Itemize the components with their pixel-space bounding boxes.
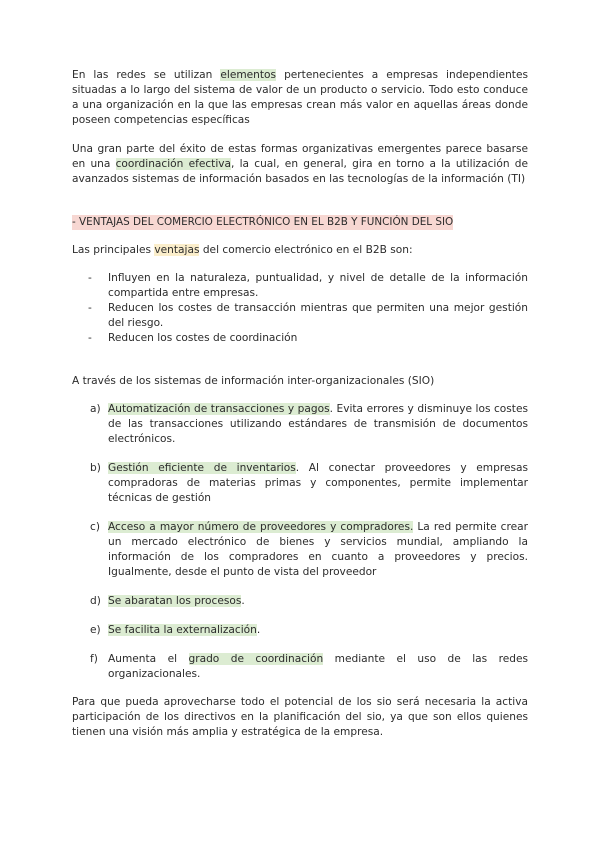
list-item xyxy=(72,331,528,346)
item-highlight: Automatización de transacciones y pagos xyxy=(108,403,330,415)
list-item xyxy=(72,271,528,301)
intro-paragraph-1 xyxy=(72,68,528,128)
item-text: . xyxy=(256,624,261,636)
item-highlight: Acceso a mayor número de proveedores y compradores. xyxy=(108,521,414,533)
ventajas-lead-post: del comercio electrónico en el B2B son: xyxy=(199,244,413,256)
item-highlight: Se abaratan los procesos xyxy=(108,595,242,607)
highlight-ventajas: ventajas xyxy=(154,244,200,256)
list-item xyxy=(72,594,528,609)
item-marker: f) xyxy=(90,653,98,665)
item-text: La red permite crear un mercado electrónico de bienes y servicios mundial, ampliando la información de los compradores en cuanto a proveedores y precios. Igualmente, desde el punto de vista del proveedor xyxy=(108,521,528,578)
highlight-elementos: elementos xyxy=(220,69,277,81)
closing-text: Para que pueda aprovecharse todo el potencial de los sio será necesaria la activa participación de los directivos en la planificación del sio, ya que son ellos quienes tienen una visión más amplia y estratégica de la empresa. xyxy=(72,696,528,738)
bullet-text: Influyen en la naturaleza, puntualidad, y nivel de detalle de la información compartida entre empresas. xyxy=(108,272,528,299)
item-text: . Evita errores y disminuye los costes de las transacciones utilizando estándares de transmisión de documentos electrónicos. xyxy=(108,403,528,445)
list-item xyxy=(72,402,528,447)
item-text: . xyxy=(241,595,245,607)
section-heading: - VENTAJAS DEL COMERCIO ELECTRÓNICO EN EL B2B Y FUNCIÓN DEL SIO xyxy=(72,216,454,228)
ventajas-lead-pre: Las principales xyxy=(72,244,155,256)
item-text: mediante el uso de las redes organizacionales. xyxy=(108,653,528,680)
bullet-text: Reducen los costes de coordinación xyxy=(108,332,298,344)
item-text: . Al conectar proveedores y empresas compradoras de materias primas y componentes, permite implementar técnicas de gestión xyxy=(108,462,528,504)
list-item xyxy=(72,520,528,580)
item-marker: c) xyxy=(90,521,100,533)
item-highlight: Se facilita la externalización xyxy=(108,624,257,636)
item-marker: d) xyxy=(90,595,101,607)
ventajas-list xyxy=(72,271,528,346)
list-item xyxy=(72,623,528,638)
intro-p1-post: pertenecientes a empresas independientes situadas a lo largo del sistema de valor de un producto o servicio. Todo esto conduce a una organización en la que las empresas crean más valor en aquellas áreas donde poseen competencias específicas xyxy=(72,69,528,126)
item-highlight: grado de coordinación xyxy=(188,653,324,665)
sio-intro xyxy=(72,374,528,389)
item-marker: e) xyxy=(90,624,101,636)
bullet-dash: - xyxy=(88,302,92,314)
intro-p1-pre: En las redes se utilizan xyxy=(72,69,221,81)
highlight-coordinacion: coordinación efectiva xyxy=(115,158,232,170)
list-item xyxy=(72,461,528,506)
bullet-dash: - xyxy=(88,272,92,284)
list-item xyxy=(72,652,528,682)
list-item xyxy=(72,301,528,331)
intro-p2-pre: Una gran parte del éxito de estas formas organizativas emergentes parece basarse en una xyxy=(72,143,528,170)
bullet-text: Reducen los costes de transacción mientras que permiten una mejor gestión del riesgo. xyxy=(108,302,528,329)
closing-paragraph xyxy=(72,695,528,740)
intro-paragraph-2 xyxy=(72,142,528,187)
item-pre: Aumenta el xyxy=(108,653,189,665)
sio-list xyxy=(72,402,528,682)
ventajas-lead xyxy=(72,243,528,258)
item-marker: b) xyxy=(90,462,101,474)
document-page xyxy=(72,68,528,740)
intro-p2-post: , la cual, en general, gira en torno a la utilización de avanzados sistemas de información basados en las tecnologías de la información (TI) xyxy=(72,158,528,185)
bullet-dash: - xyxy=(88,332,92,344)
item-marker: a) xyxy=(90,403,101,415)
section-heading-row xyxy=(72,215,528,230)
sio-intro-text: A través de los sistemas de información inter-organizacionales (SIO) xyxy=(72,375,435,387)
item-highlight: Gestión eficiente de inventarios xyxy=(108,462,296,474)
